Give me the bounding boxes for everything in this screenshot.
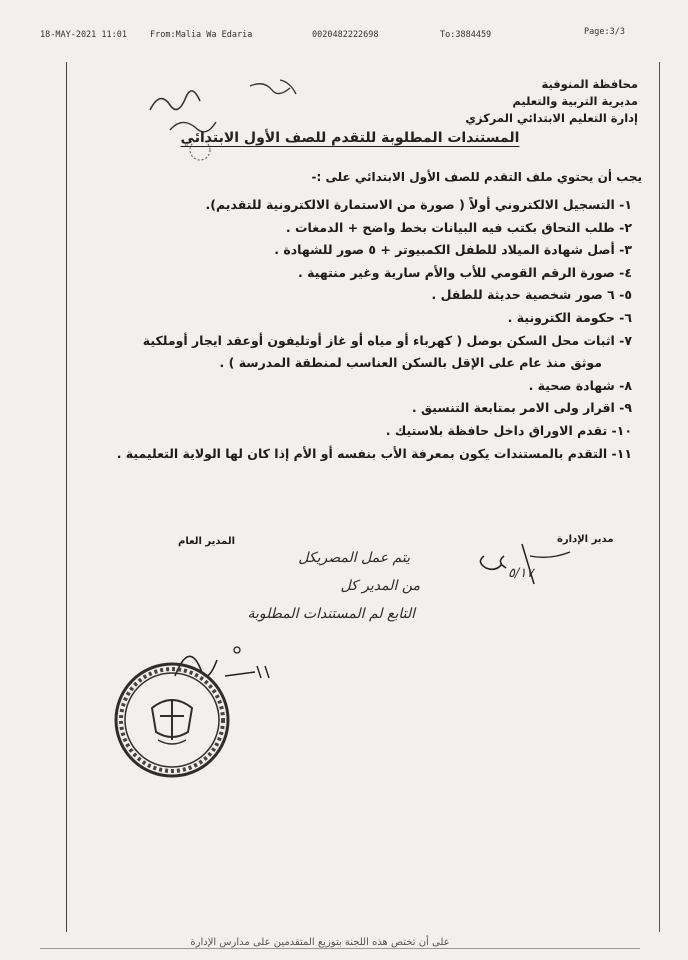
handwritten-note-line-2: من المدير كل	[340, 578, 420, 594]
fax-date-time: 18-MAY-2021 11:01	[40, 30, 127, 40]
admin-director-label: مدير الإدارة	[557, 534, 614, 545]
list-item: ١١- التقدم بالمستندات يكون بمعرفة الأب بنفسه أو الأم إذا كان لها الولاية التعليمية .	[116, 445, 632, 461]
fax-number: 0020482222698	[312, 30, 379, 40]
list-item: ١- التسجيل الالكتروني أولاً ( صورة من الاستمارة الالكترونية للتقديم).	[205, 197, 632, 212]
governorate-line: محافظة المنوفية	[541, 77, 638, 91]
list-item: ٧- اثبات محل السكن بوصل ( كهرباء أو مياه أو غاز أوتليفون أوعقد ايجار أوملكية	[142, 332, 632, 348]
official-stamp-icon	[108, 650, 238, 785]
bottom-divider	[40, 948, 640, 949]
general-manager-label: المدير العام	[178, 536, 236, 547]
header-scribble-icon	[130, 70, 330, 170]
list-item: موثق منذ عام على الإقل بالسكن العناسب لمنطقة المدرسة ) .	[219, 355, 602, 371]
list-item: ٤- صورة الرقم القومي للأب والأم سارية وغير منتهية .	[298, 264, 632, 280]
directorate-line: مديرية التربية والتعليم	[512, 94, 638, 108]
intro-text: يجب أن يحتوي ملف التقدم للصف الأول الابتدائي على :-	[311, 170, 642, 184]
list-item: ٩- اقرار ولى الامر بمتابعة التنسيق .	[411, 400, 632, 416]
bottom-note: على أن تختص هذه اللجنة بتوزيع المتقدمين على مدارس الإدارة	[190, 937, 450, 948]
list-item: ٦- حكومة الكترونية .	[507, 309, 632, 325]
list-item: ١٠- تقدم الاوراق داخل حافظة بلاستيك .	[385, 422, 632, 438]
handwritten-note-line-3: التابع لم المستندات المطلوبة	[247, 606, 415, 622]
list-item: ٣- أصل شهادة الميلاد للطفل الكمبيوتر + ٥ صور للشهادة .	[274, 242, 632, 258]
requirements-list	[72, 194, 632, 465]
handwritten-date: ٥/١٧	[508, 566, 534, 581]
list-item: ٥- ٦ صور شخصية حديثة للطفل .	[431, 287, 632, 303]
fax-page: Page:3/3	[584, 27, 625, 37]
list-item: ٨- شهادة صحية .	[528, 377, 632, 393]
document-title: المستندات المطلوبة للتقدم للصف الأول الابتدائي	[180, 130, 520, 146]
fax-to: To:3884459	[440, 30, 492, 40]
institution-header	[408, 76, 638, 127]
document-frame	[66, 62, 660, 932]
department-line: إدارة التعليم الابتدائي المركزي	[465, 111, 638, 125]
fax-from: From:Malia Wa Edaria	[150, 30, 253, 40]
list-item: ٢- طلب التحاق بكتب فيه البيانات بخط واضح + الدمغات .	[285, 219, 632, 235]
handwritten-note-line-1: يتم عمل المصريكل	[298, 550, 410, 566]
